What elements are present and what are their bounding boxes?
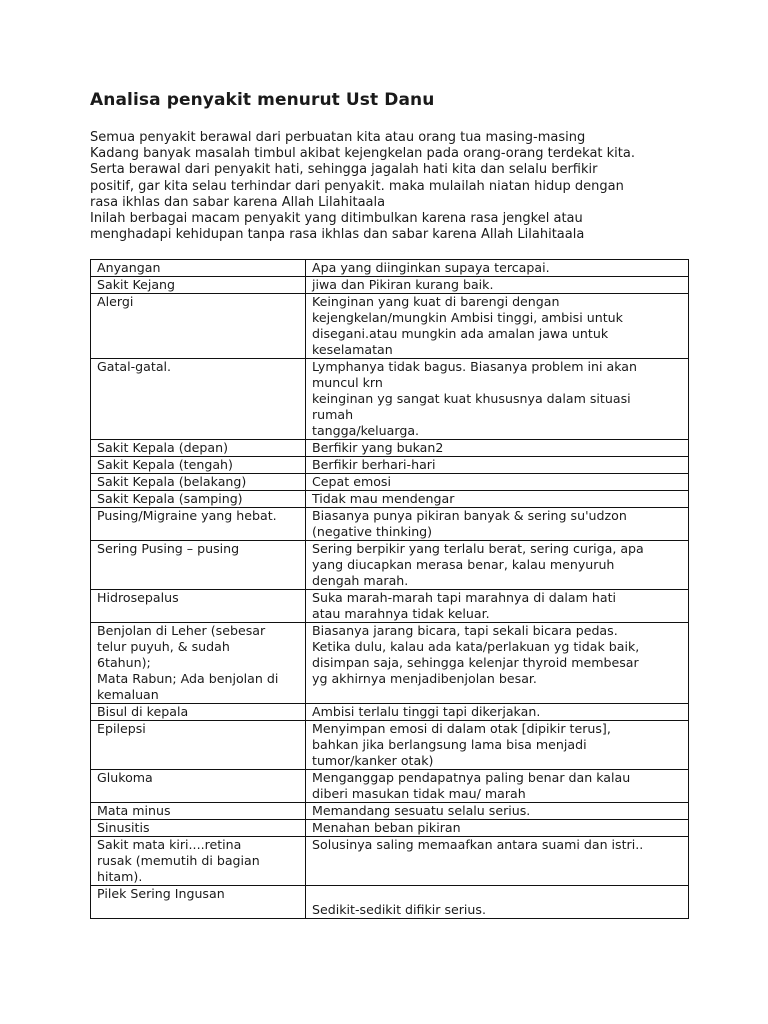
intro-line: rasa ikhlas dan sabar karena Allah Lilahitaala [90,194,386,210]
disease-cell-line: Gatal-gatal. [97,359,172,375]
table-row [91,590,689,623]
disease-cell [91,820,306,837]
disease-cell [91,508,306,541]
cause-cell-line: (negative thinking) [312,524,433,540]
disease-cell-line: Sakit mata kiri....retina [97,837,242,853]
table-row [91,457,689,474]
disease-cell [91,590,306,623]
cause-cell [306,457,689,474]
table-row [91,623,689,704]
disease-cell [91,260,306,277]
disease-cell-line: Benjolan di Leher (sebesar [97,623,266,639]
cause-cell [306,721,689,770]
intro-line: Inilah berbagai macam penyakit yang ditimbulkan karena rasa jengkel atau [90,211,583,227]
cause-cell-line: Berfikir berhari-hari [312,457,436,473]
cause-cell [306,440,689,457]
cause-cell-line: bahkan jika berlangsung lama bisa menjadi [312,737,587,753]
cause-cell [306,359,689,440]
intro-line: Serta berawal dari penyakit hati, sehingga jagalah hati kita dan selalu berfikir [90,162,598,178]
cause-cell [306,803,689,820]
disease-cell-line: 6tahun); [97,655,151,671]
table-row [91,820,689,837]
disease-cell-line: Sakit Kepala (tengah) [97,457,233,473]
table-row [91,491,689,508]
table-row [91,508,689,541]
disease-cell-line: telur puyuh, & sudah [97,639,230,655]
cause-cell-line [312,886,684,902]
cause-cell [306,508,689,541]
disease-cell-line: Glukoma [97,770,153,786]
table-row [91,837,689,886]
cause-cell [306,837,689,886]
intro-line: positif, gar kita selau terhindar dari penyakit. maka mulailah niatan hidup dengan [90,178,624,194]
disease-cell-line: hitam). [97,869,143,885]
cause-cell-line: Menganggap pendapatnya paling benar dan kalau [312,770,631,786]
table-row [91,770,689,803]
cause-cell-line: Berfikir yang bukan2 [312,440,444,456]
cause-cell-line: yang diucapkan merasa benar, kalau menyuruh [312,557,615,573]
disease-cell-line: Sakit Kejang [97,277,176,293]
cause-cell-line: Cepat emosi [312,474,391,490]
cause-cell-line: Suka marah-marah tapi marahnya di dalam hati [312,590,617,606]
document-title: Analisa penyakit menurut Ust Danu [90,90,435,110]
disease-cell-line: Sering Pusing – pusing [97,541,240,557]
table-row [91,803,689,820]
cause-cell-line: rumah [312,407,354,423]
document-page [90,90,688,919]
intro-line: Semua penyakit berawal dari perbuatan kita atau orang tua masing-masing [90,130,586,145]
disease-cell [91,886,306,919]
disease-cell [91,457,306,474]
disease-cell-line: rusak (memutih di bagian [97,853,260,869]
disease-cell [91,491,306,508]
disease-cell-line: Sakit Kepala (belakang) [97,474,247,490]
cause-cell [306,277,689,294]
disease-cell [91,294,306,359]
cause-cell-line: Memandang sesuatu selalu serius. [312,803,531,819]
cause-cell-line: tumor/kanker otak) [312,753,434,769]
intro-paragraph [90,130,688,243]
disease-cell [91,837,306,886]
disease-cell-line: Epilepsi [97,721,146,737]
cause-cell-line: Tidak mau mendengar [312,491,455,507]
disease-cell [91,359,306,440]
disease-cell-line: Sakit Kepala (samping) [97,491,243,507]
intro-line: menghadapi kehidupan tanpa rasa ikhlas dan sabar karena Allah Lilahitaala [90,227,585,243]
cause-cell-line: Biasanya jarang bicara, tapi sekali bicara pedas. [312,623,618,639]
cause-cell-line: Ambisi terlalu tinggi tapi dikerjakan. [312,704,541,720]
cause-cell [306,491,689,508]
table-row [91,474,689,491]
cause-cell [306,474,689,491]
disease-cell-line: Alergi [97,294,134,310]
disease-cell-line: kemaluan [97,687,159,703]
disease-cell-line: Sinusitis [97,820,150,836]
cause-cell-line: diberi masukan tidak mau/ marah [312,786,526,802]
disease-cell [91,704,306,721]
cause-cell-line: Biasanya punya pikiran banyak & sering su'udzon [312,508,627,524]
table-row [91,721,689,770]
cause-cell [306,623,689,704]
table-row [91,277,689,294]
cause-cell-line: Ketika dulu, kalau ada kata/perlakuan yg tidak baik, [312,639,640,655]
cause-cell-line: Solusinya saling memaafkan antara suami dan istri.. [312,837,644,853]
table-row [91,294,689,359]
cause-cell-line: Keinginan yang kuat di barengi dengan [312,294,560,310]
cause-cell [306,260,689,277]
table-row [91,886,689,919]
disease-cell-line: Anyangan [97,260,161,276]
cause-cell-line: Menyimpan emosi di dalam otak [dipikir terus], [312,721,611,737]
disease-cell [91,440,306,457]
disease-cell [91,803,306,820]
cause-cell-line: Lymphanya tidak bagus. Biasanya problem ini akan [312,359,638,375]
table-row [91,704,689,721]
disease-cell-line: Mata minus [97,803,171,819]
table-row [91,260,689,277]
cause-cell-line: kejengkelan/mungkin Ambisi tinggi, ambisi untuk [312,310,623,326]
cause-cell-line: atau marahnya tidak keluar. [312,606,490,622]
cause-cell [306,590,689,623]
cause-cell-line: disimpan saja, sehingga kelenjar thyroid membesar [312,655,639,671]
cause-cell-line: Menahan beban pikiran [312,820,461,836]
cause-cell-line: Sering berpikir yang terlalu berat, sering curiga, apa [312,541,644,557]
cause-cell-line: dengah marah. [312,573,409,589]
cause-cell [306,770,689,803]
cause-cell-line: Sedikit-sedikit difikir serius. [312,902,486,918]
cause-cell-line: keselamatan [312,342,393,358]
cause-cell-line: disegani.atau mungkin ada amalan jawa untuk [312,326,609,342]
cause-cell [306,294,689,359]
cause-cell-line: jiwa dan Pikiran kurang baik. [312,277,494,293]
cause-cell-line: tangga/keluarga. [312,423,420,439]
table-row [91,440,689,457]
cause-cell [306,820,689,837]
disease-cell-line: Bisul di kepala [97,704,189,720]
disease-cell [91,623,306,704]
cause-cell-line: yg akhirnya menjadibenjolan besar. [312,671,537,687]
disease-cell [91,474,306,491]
intro-line: Kadang banyak masalah timbul akibat kejengkelan pada orang-orang terdekat kita. [90,146,635,162]
table-row [91,359,689,440]
cause-cell [306,886,689,919]
disease-table [90,259,689,919]
disease-cell [91,770,306,803]
cause-cell-line: Apa yang diinginkan supaya tercapai. [312,260,550,276]
cause-cell [306,541,689,590]
disease-cell-line: Pilek Sering Ingusan [97,886,225,902]
disease-cell-line: Pusing/Migraine yang hebat. [97,508,277,524]
disease-cell [91,277,306,294]
disease-cell [91,541,306,590]
disease-cell [91,721,306,770]
cause-cell-line: keinginan yg sangat kuat khususnya dalam situasi [312,391,631,407]
cause-cell-line: muncul krn [312,375,383,391]
table-row [91,541,689,590]
cause-cell [306,704,689,721]
disease-cell-line: Hidrosepalus [97,590,179,606]
disease-cell-line: Sakit Kepala (depan) [97,440,229,456]
disease-cell-line: Mata Rabun; Ada benjolan di [97,671,279,687]
